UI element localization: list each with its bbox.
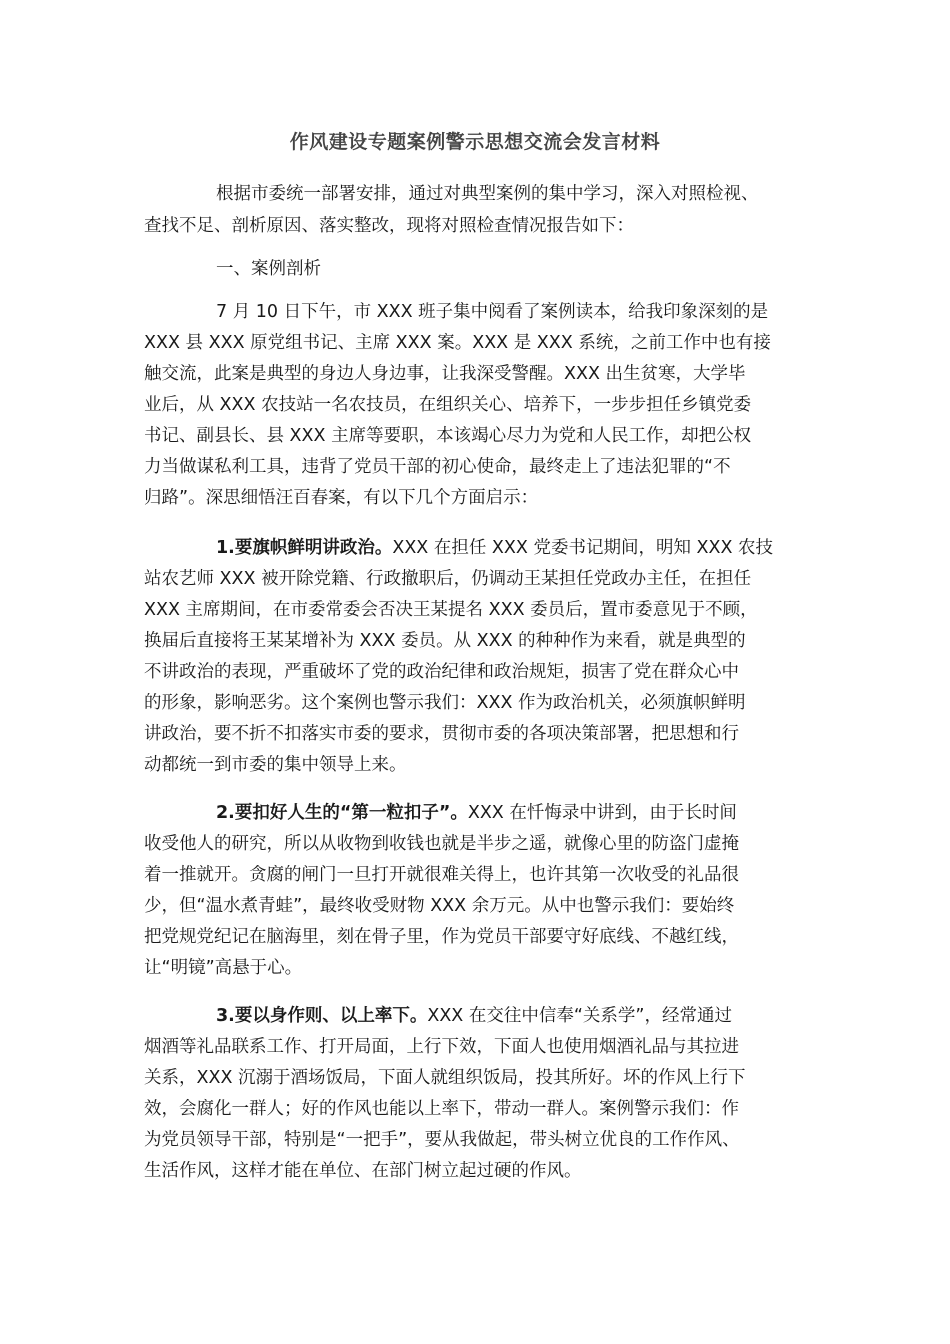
point3-heading: 3.要以身作则、以上率下。 <box>216 1006 428 1026</box>
point1-line-8: 动都统一到市委的集中领导上来。 <box>144 755 407 775</box>
point2-heading: 2.要扣好人生的“第一粒扣子”。 <box>216 803 468 823</box>
case-intro-line-2: XXX 县 XXX 原党组书记、主席 XXX 案。XXX 是 XXX 系统，之前工作中也有接 <box>144 333 771 353</box>
point1-line-1 <box>216 536 773 560</box>
intro-line-1: 根据市委统一部署安排，通过对典型案例的集中学习，深入对照检视、 <box>216 184 759 204</box>
point2-line-2: 收受他人的研究，所以从收物到收钱也就是半步之遥，就像心里的防盗门虚掩 <box>144 834 739 854</box>
point1-heading: 1.要旗帜鲜明讲政治。 <box>216 538 393 558</box>
point2-line-4: 少，但“温水煮青蛙”，最终收受财物 XXX 余万元。从中也警示我们：要始终 <box>144 896 735 916</box>
point2-line-5: 把党规党纪记在脑海里，刻在骨子里，作为党员干部要守好底线、不越红线， <box>144 927 739 947</box>
intro-line-2: 查找不足、剖析原因、落实整改，现将对照检查情况报告如下： <box>144 216 634 236</box>
case-intro-line-7: 归路”。深思细悟汪百春案，有以下几个方面启示： <box>144 488 539 508</box>
point3-line-4: 效，会腐化一群人；好的作风也能以上率下，带动一群人。案例警示我们：作 <box>144 1099 739 1119</box>
point2-line-1-text: XXX 在忏悔录中讲到，由于长时间 <box>467 803 737 823</box>
point1-line-6: 的形象，影响恶劣。这个案例也警示我们：XXX 作为政治机关，必须旗帜鲜明 <box>144 693 746 713</box>
point3-line-5: 为党员领导干部，特别是“一把手”，要从我做起，带头树立优良的工作作风、 <box>144 1130 740 1150</box>
point2-line-3: 着一推就开。贪腐的闸门一旦打开就很难关得上，也许其第一次收受的礼品很 <box>144 865 739 885</box>
point3-line-6: 生活作风，这样才能在单位、在部门树立起过硬的作风。 <box>144 1161 582 1181</box>
point1-line-5: 不讲政治的表现，严重破坏了党的政治纪律和政治规矩，损害了党在群众心中 <box>144 662 739 682</box>
case-intro-line-3: 触交流，此案是典型的身边人身边事，让我深受警醒。XXX 出生贫寒，大学毕 <box>144 364 746 384</box>
document-title: 作风建设专题案例警示思想交流会发言材料 <box>289 131 661 153</box>
point1-line-2: 站农艺师 XXX 被开除党籍、行政撤职后，仍调动王某担任党政办主任，在担任 <box>144 569 752 589</box>
point3-line-3: 关系，XXX 沉溺于酒场饭局，下面人就组织饭局，投其所好。坏的作风上行下 <box>144 1068 746 1088</box>
section-heading-case-analysis: 一、案例剖析 <box>216 259 321 279</box>
case-intro-line-1: 7 月 10 日下午，市 XXX 班子集中阅看了案例读本，给我印象深刻的是 <box>216 302 769 322</box>
point3-line-1 <box>216 1004 732 1028</box>
point1-line-4: 换届后直接将王某某增补为 XXX 委员。从 XXX 的种种作为来看，就是典型的 <box>144 631 746 651</box>
case-intro-line-6: 力当做谋私利工具，违背了党员干部的初心使命，最终走上了违法犯罪的“不 <box>144 457 731 477</box>
point1-line-7: 讲政治，要不折不扣落实市委的要求，贯彻市委的各项决策部署，把思想和行 <box>144 724 739 744</box>
point3-line-2: 烟酒等礼品联系工作、打开局面，上行下效，下面人也使用烟酒礼品与其拉进 <box>144 1037 739 1057</box>
point1-line-3: XXX 主席期间，在市委常委会否决王某提名 XXX 委员后，置市委意见于不顾， <box>144 600 758 620</box>
point2-line-1 <box>216 801 737 825</box>
case-intro-line-5: 书记、副县长、县 XXX 主席等要职，本该竭心尽力为党和人民工作，却把公权 <box>144 426 752 446</box>
point3-line-1-text: XXX 在交往中信奉“关系学”，经常通过 <box>427 1006 732 1026</box>
point1-line-1-text: XXX 在担任 XXX 党委书记期间，明知 XXX 农技 <box>392 538 774 558</box>
point2-line-6: 让“明镜”高悬于心。 <box>144 958 303 978</box>
case-intro-line-4: 业后，从 XXX 农技站一名农技员，在组织关心、培养下，一步步担任乡镇党委 <box>144 395 752 415</box>
